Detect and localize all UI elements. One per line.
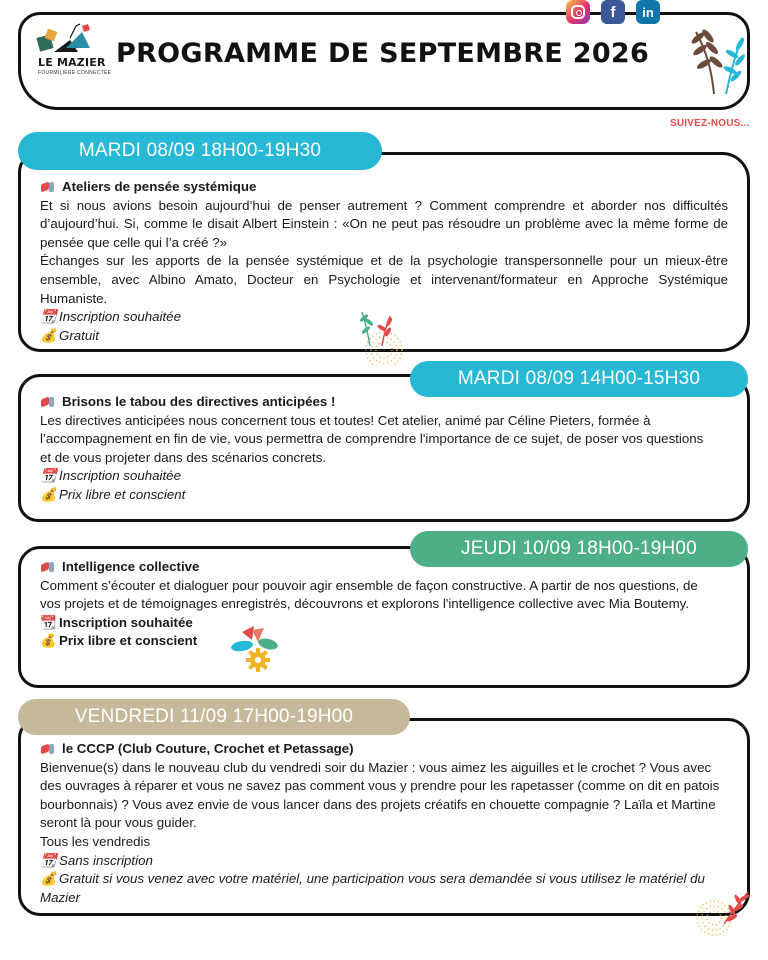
- event-4-paragraph-1: Bienvenue(s) dans le nouveau club du vendredi soir du Mazier : vous aimez les aiguilles et le crochet ? Vous avec des ouvrages à réparer et vous ne savez pas comment vous y prendre pour les rapetasser (comme on dit en patois bourbonnais) ? Vous avez envie de vous lancer dans des projets créatifs en chouette compagnie ? Laïla et Martine seront là pour vous guider.: [40, 759, 720, 831]
- linkedin-icon[interactable]: in: [636, 0, 660, 24]
- facebook-icon[interactable]: f: [601, 0, 625, 24]
- event-4-price-text: Gratuit si vous venez avec votre matériel, une participation vous sera demandée si vous utilisez le matériel du Mazier: [40, 871, 705, 905]
- page-title: PROGRAMME DE SEPTEMBRE 2026: [116, 38, 650, 69]
- event-2-paragraph: Les directives anticipées nous concernent tous et toutes! Cet atelier, animé par Céline Pieters, formée à l’accompagnement en fin de vie, vous permettra de comprendre l'importance de ce sujet, de poser vos questions et de vous projeter dans des scénarios concrets.: [40, 412, 704, 465]
- follow-us-label[interactable]: SUIVEZ-NOUS...: [670, 118, 750, 129]
- event-3-title: [40, 558, 708, 577]
- calendar-icon: 📆: [40, 614, 57, 630]
- event-2-date-tag: MARDI 08/09 14H00-15H30: [410, 361, 748, 397]
- leaf-decoration: [686, 24, 746, 96]
- event-4-price: [40, 870, 732, 907]
- money-bag-icon: 💰: [40, 327, 57, 343]
- event-4-paragraph-2: Tous les vendredis: [40, 833, 151, 849]
- logo-tagline: FOURMILIÈRE CONNECTÉE: [38, 70, 112, 76]
- flower-gear-decoration: [228, 624, 286, 674]
- event-1-price-text: Gratuit: [59, 327, 99, 343]
- event-4-title-text: le CCCP (Club Couture, Crochet et Petassage): [62, 741, 354, 756]
- event-3-title-text: Intelligence collective: [62, 559, 200, 574]
- event-3-inscription: [40, 614, 708, 633]
- logo-name: LE MAZIER: [38, 56, 106, 69]
- event-3-price: [40, 632, 708, 651]
- megaphone-icon: [40, 396, 56, 408]
- event-4-content: [40, 740, 732, 907]
- event-2-inscription: [40, 467, 710, 486]
- plant-sun-decoration-bottom: [688, 884, 752, 940]
- event-3-date-tag: JEUDI 10/09 18H00-19H00: [410, 531, 748, 567]
- event-4-inscription: [40, 852, 732, 871]
- event-4-title: [40, 740, 732, 759]
- money-bag-icon: 💰: [40, 486, 57, 502]
- event-3-inscription-text: Inscription souhaitée: [59, 614, 193, 630]
- megaphone-icon: [40, 181, 56, 193]
- event-2-inscription-text: Inscription souhaitée: [59, 468, 181, 484]
- event-1-title-text: Ateliers de pensée systémique: [62, 179, 257, 194]
- event-3-content: [40, 558, 708, 651]
- event-1-date-tag: MARDI 08/09 18H00-19H30: [18, 132, 382, 170]
- event-1-paragraph-2: Échanges sur les apports de la pensée systémique et de la psychologie transpersonnelle pour un mieux-être ensemble, avec Albino Amato, Docteur en Psychologie et intervenant/formateur en Approche Systémique Humaniste.: [40, 253, 728, 306]
- event-4-date-tag: VENDREDI 11/09 17H00-19H00: [18, 699, 410, 735]
- megaphone-icon: [40, 743, 56, 755]
- event-2-price: [40, 486, 710, 505]
- event-3-price-text: Prix libre et conscient: [59, 633, 198, 649]
- calendar-icon: 📆: [40, 309, 57, 325]
- event-2-title: [40, 393, 710, 412]
- plant-sun-decoration: [356, 306, 412, 366]
- instagram-icon[interactable]: [566, 0, 590, 24]
- event-1-inscription-text: Inscription souhaitée: [59, 309, 181, 325]
- money-bag-icon: 💰: [40, 633, 57, 649]
- event-2-price-text: Prix libre et conscient: [59, 486, 186, 502]
- event-1-paragraph-1: Et si nous avions besoin aujourd’hui de penser autrement ? Comment comprendre et aborder nos difficultés d’aujourd’hui. Si, comme le disait Albert Einstein : «On ne peut pas résoudre un problème avec la même forme de pensée que celle qui l’a créé ?»: [40, 197, 728, 250]
- event-2-content: [40, 393, 710, 505]
- event-1-title: [40, 178, 728, 197]
- megaphone-icon: [40, 561, 56, 573]
- money-bag-icon: 💰: [40, 871, 57, 887]
- event-3-paragraph: Comment s’écouter et dialoguer pour pouvoir agir ensemble de façon constructive. A partir de nos questions, de vos projets et de témoignages enregistrés, découvrons et explorons l'intelligence collective avec Mia Boutemy.: [40, 577, 698, 612]
- event-2-title-text: Brisons le tabou des directives anticipées !: [62, 394, 336, 409]
- calendar-icon: 📆: [40, 852, 57, 868]
- calendar-icon: 📆: [40, 468, 57, 484]
- event-4-inscription-text: Sans inscription: [59, 852, 153, 868]
